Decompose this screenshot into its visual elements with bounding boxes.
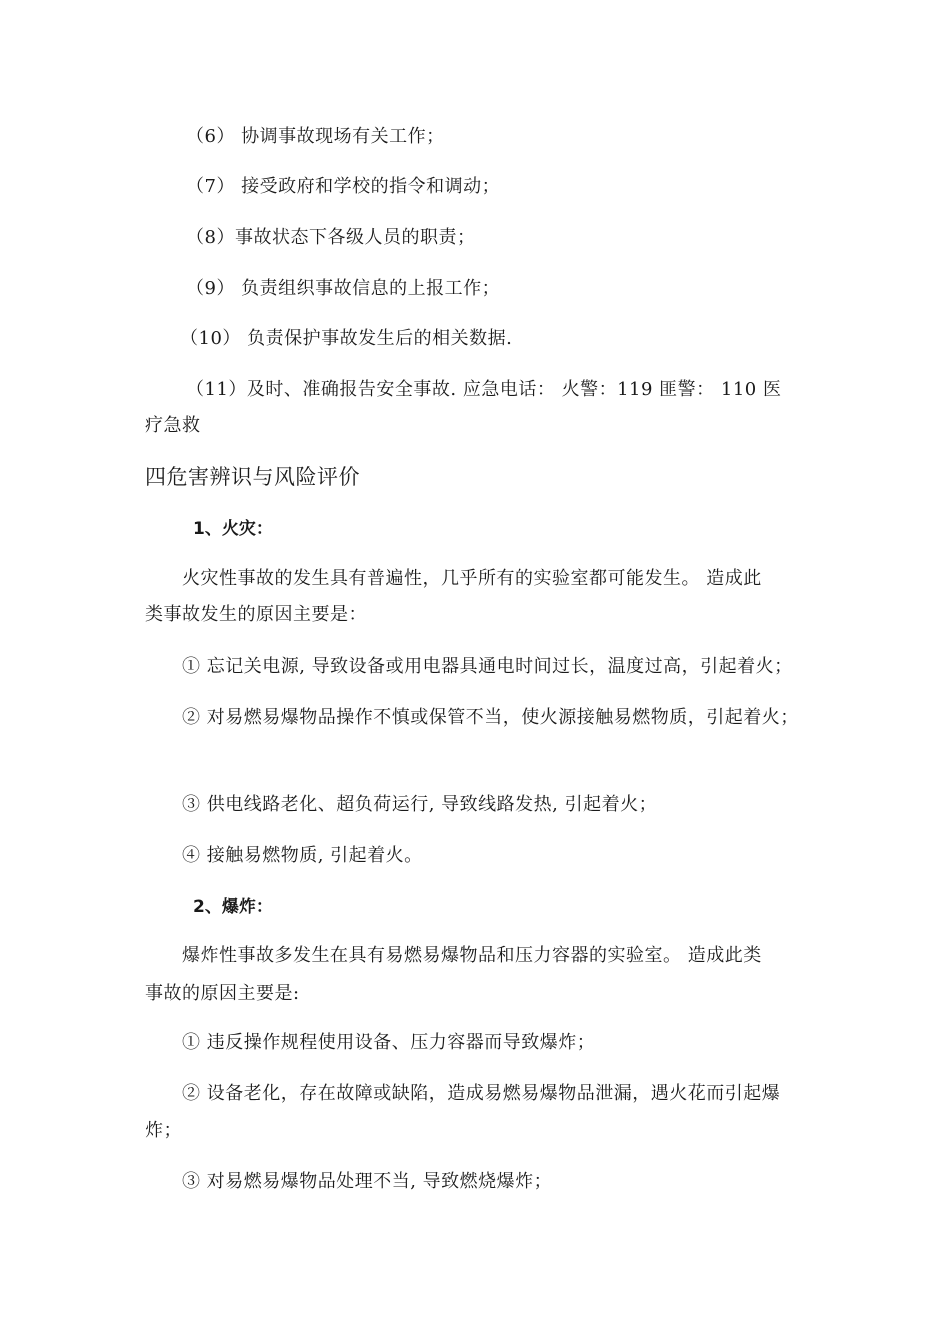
explosion-cause-2-line2: 炸；: [145, 1120, 182, 1141]
fire-intro-line2: 类事故发生的原因主要是：: [145, 604, 367, 625]
duty-item-10: （10） 负责保护事故发生后的相关数据.: [180, 328, 513, 349]
fire-cause-4: ④ 接触易燃物质, 引起着火。: [182, 845, 423, 866]
duty-item-9: （9） 负责组织事故信息的上报工作；: [186, 278, 501, 299]
duty-item-7: （7） 接受政府和学校的指令和调动；: [186, 176, 501, 197]
duty-item-8: （8）事故状态下各级人员的职责；: [186, 227, 476, 248]
fire-cause-1: ① 忘记关电源, 导致设备或用电器具通电时间过长，温度过高，引起着火；: [182, 656, 793, 677]
explosion-heading: 2、爆炸：: [193, 897, 273, 917]
duty-item-6: （6） 协调事故现场有关工作；: [186, 126, 445, 147]
explosion-cause-2-line1: ② 设备老化，存在故障或缺陷，造成易燃易爆物品泄漏，遇火花而引起爆: [182, 1083, 781, 1104]
fire-intro-line1: 火灾性事故的发生具有普遍性，几乎所有的实验室都可能发生。 造成此: [182, 568, 762, 589]
explosion-intro-line1: 爆炸性事故多发生在具有易燃易爆物品和压力容器的实验室。 造成此类: [182, 945, 762, 966]
fire-cause-2: ② 对易燃易爆物品操作不慎或保管不当，使火源接触易燃物质，引起着火；: [182, 707, 799, 728]
explosion-cause-3: ③ 对易燃易爆物品处理不当, 导致燃烧爆炸；: [182, 1171, 553, 1192]
explosion-cause-1: ① 违反操作规程使用设备、压力容器而导致爆炸；: [182, 1032, 596, 1053]
section-title: 四危害辨识与风险评价: [145, 465, 360, 489]
duty-item-11-line1: （11）及时、准确报告安全事故. 应急电话： 火警：119 匪警： 110 医: [186, 379, 782, 400]
fire-heading: 1、火灾：: [193, 519, 273, 539]
duty-item-11-line2: 疗急救: [145, 415, 201, 436]
explosion-intro-line2: 事故的原因主要是:: [145, 983, 300, 1004]
fire-cause-3: ③ 供电线路老化、超负荷运行, 导致线路发热, 引起着火；: [182, 794, 658, 815]
